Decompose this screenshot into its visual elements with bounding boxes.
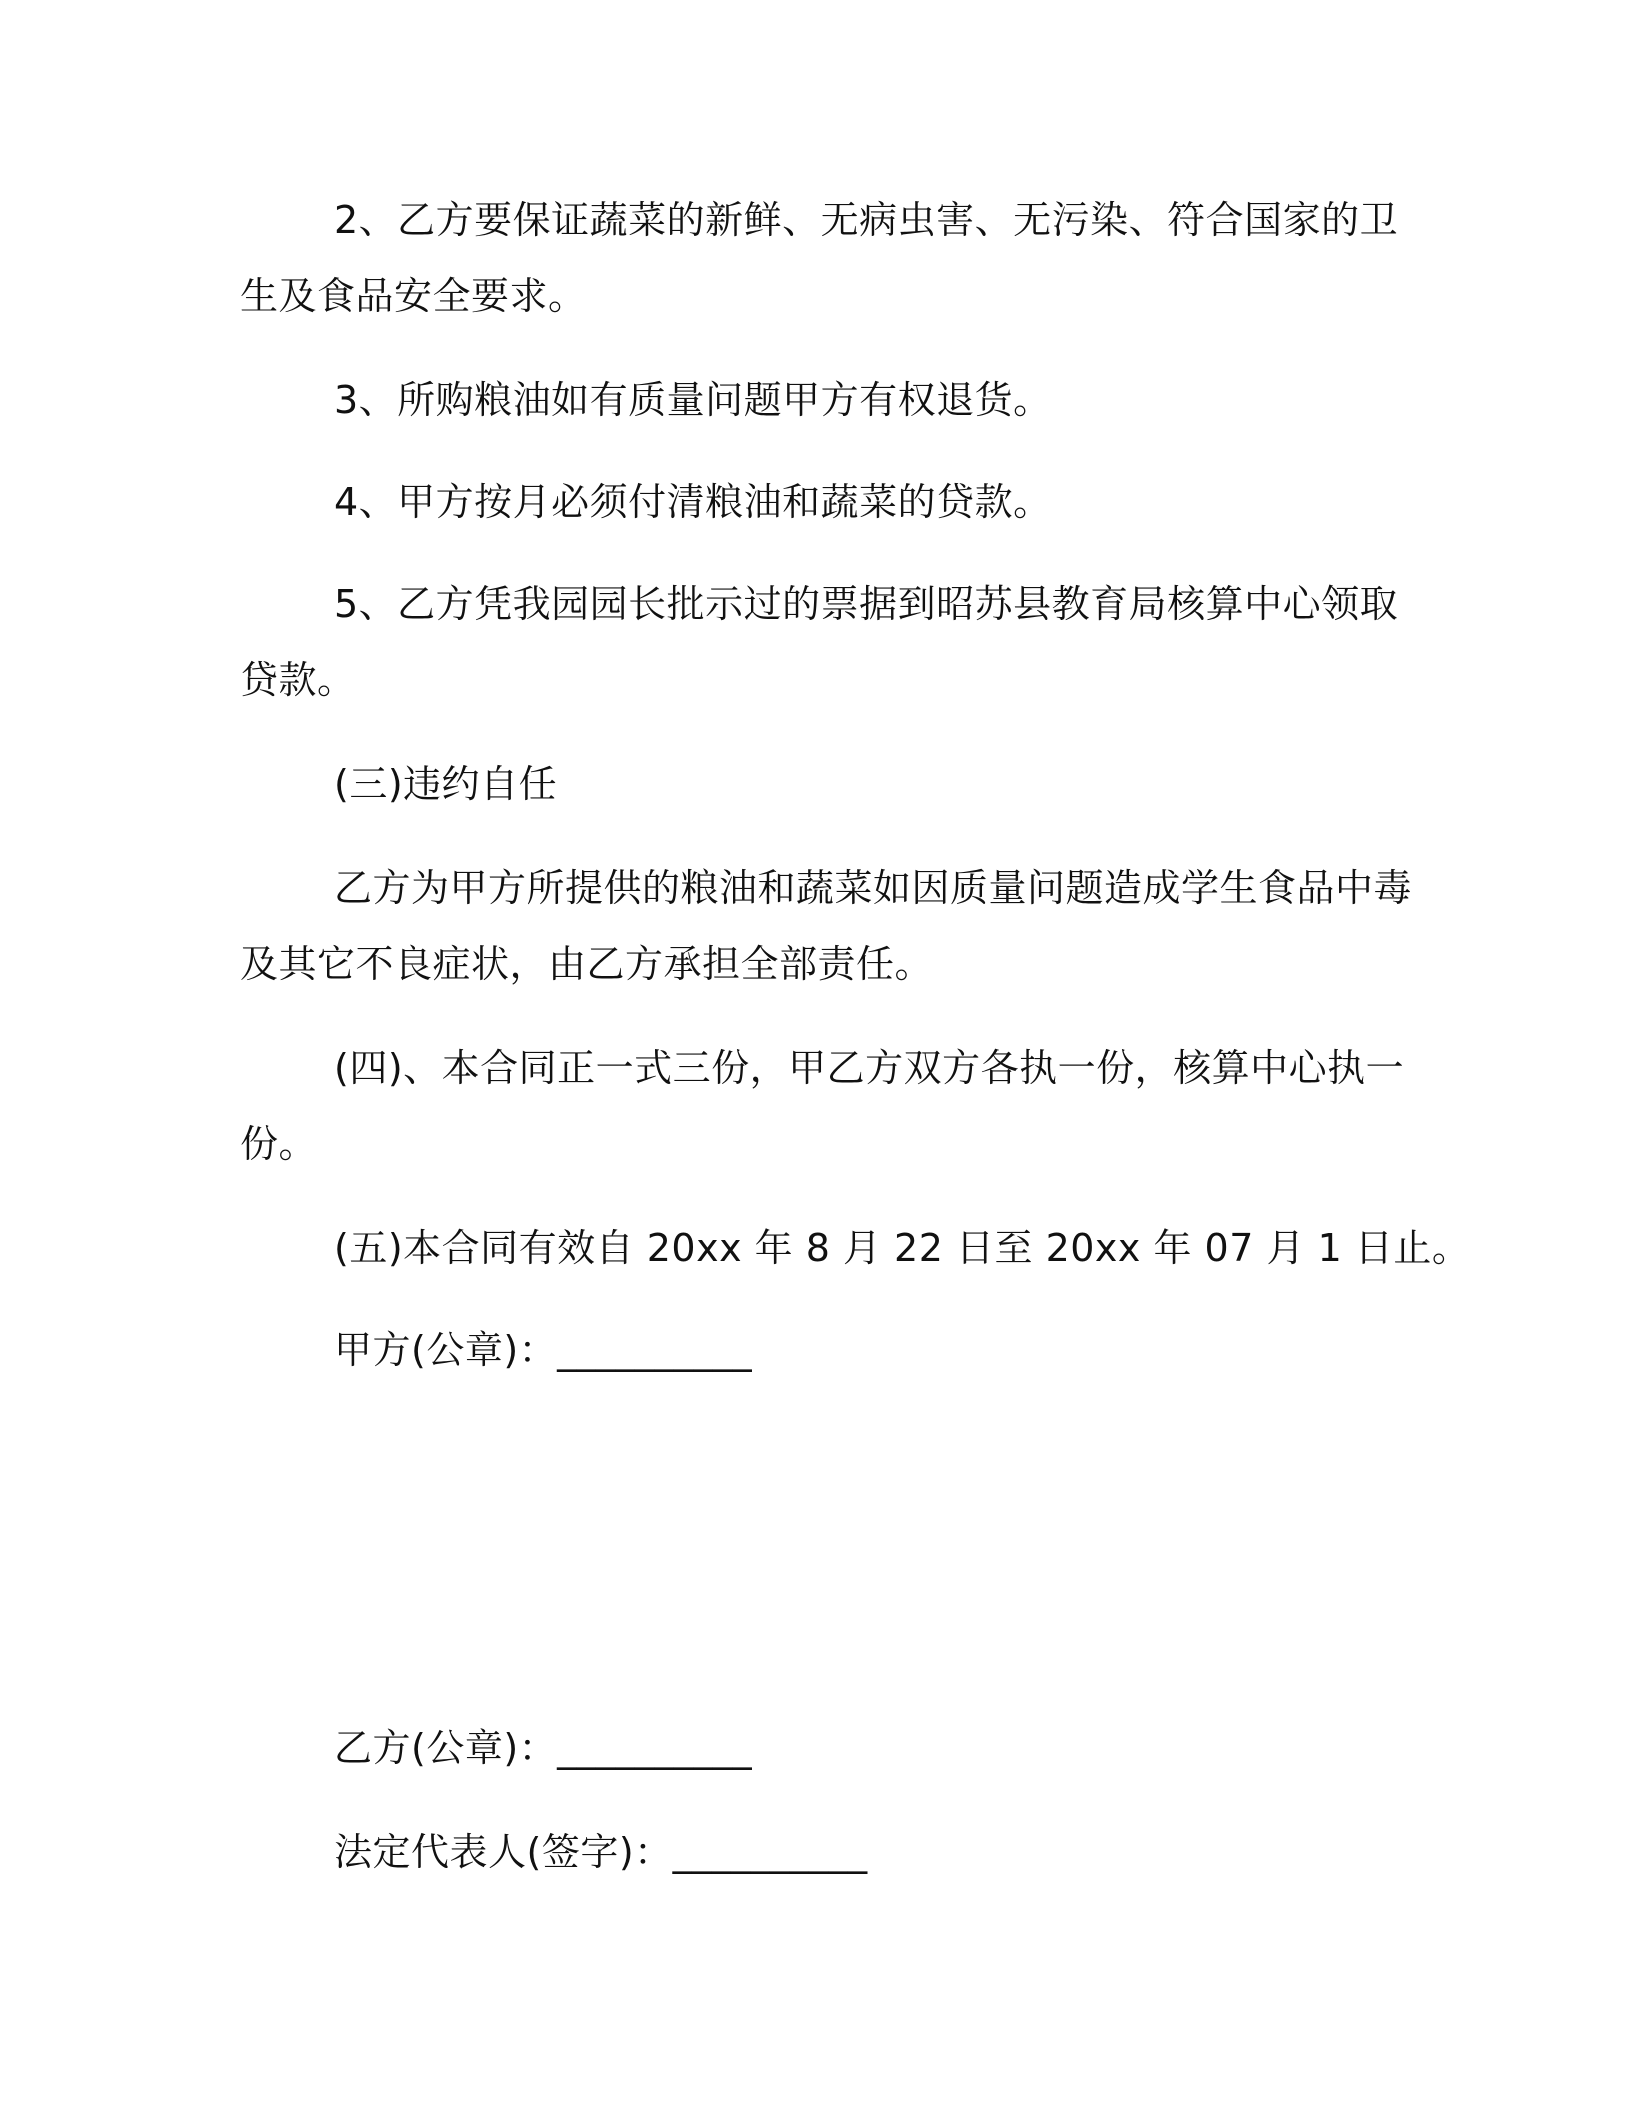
- clause-5-line-1: 5、乙方凭我园园长批示过的票据到昭苏县教育局核算中心领取: [334, 582, 1399, 626]
- legal-representative-signature-line: 法定代表人(签字)：__________: [334, 1830, 868, 1874]
- section-4-line-2: 份。: [240, 1122, 318, 1166]
- section-3-heading: (三)违约自任: [334, 762, 558, 806]
- clause-2-line-1: 2、乙方要保证蔬菜的新鲜、无病虫害、无污染、符合国家的卫: [334, 198, 1399, 242]
- party-b-seal-line: 乙方(公章)：__________: [334, 1726, 753, 1770]
- section-4-line-1: (四)、本合同正一式三份，甲乙方双方各执一份，核算中心执一: [334, 1046, 1405, 1090]
- clause-5-line-2: 贷款。: [240, 658, 356, 702]
- liability-line-2: 及其它不良症状，由乙方承担全部责任。: [240, 942, 934, 986]
- clause-4: 4、甲方按月必须付清粮油和蔬菜的贷款。: [334, 480, 1052, 524]
- clause-2-line-2: 生及食品安全要求。: [240, 274, 587, 318]
- party-a-seal-line: 甲方(公章)：__________: [334, 1328, 753, 1372]
- clause-3: 3、所购粮油如有质量问题甲方有权退货。: [334, 378, 1052, 422]
- liability-line-1: 乙方为甲方所提供的粮油和蔬菜如因质量问题造成学生食品中毒: [334, 866, 1413, 910]
- section-5-validity: (五)本合同有效自 20xx 年 8 月 22 日至 20xx 年 07 月 1 日止。: [334, 1226, 1471, 1270]
